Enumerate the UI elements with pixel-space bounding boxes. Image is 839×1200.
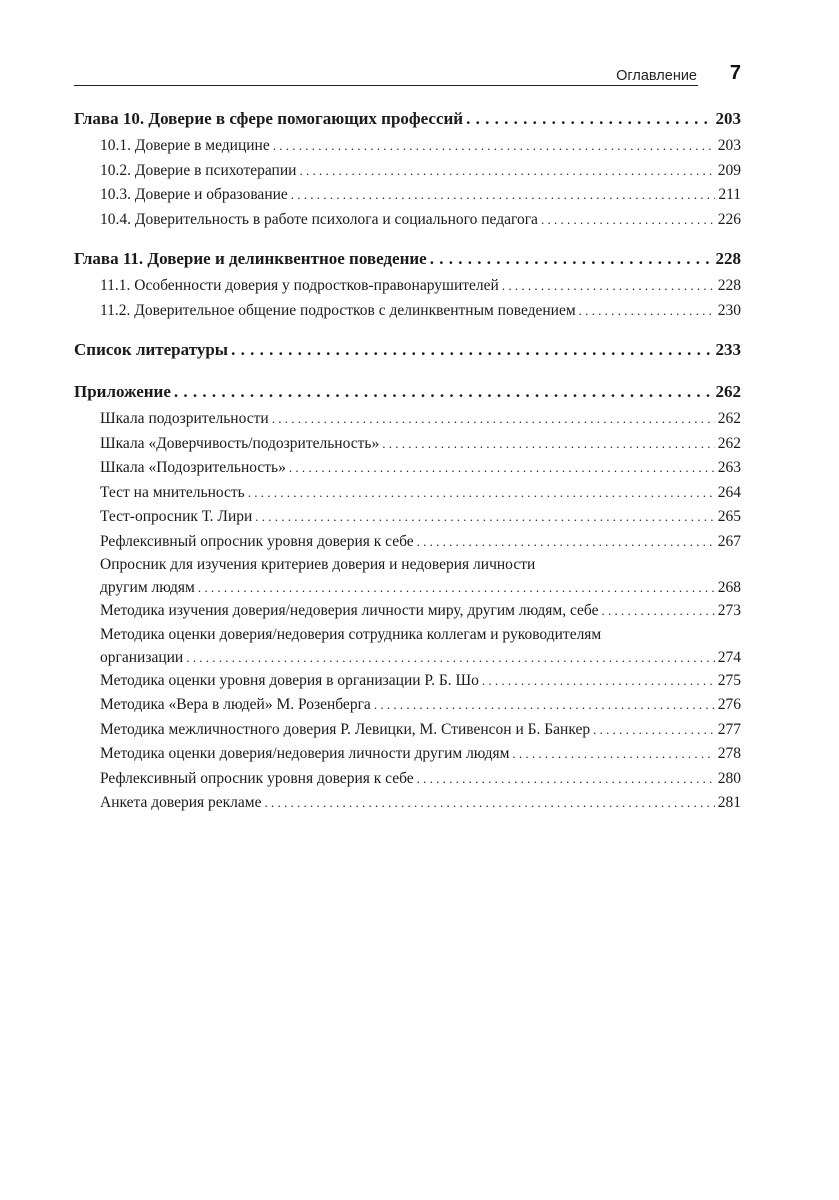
- dot-leader: [579, 299, 715, 324]
- toc-appendix-entry-5[interactable]: [74, 505, 741, 530]
- spacer: [74, 323, 741, 335]
- dot-leader: [231, 335, 712, 365]
- toc-appendix[interactable]: [74, 377, 741, 407]
- dot-leader: [198, 576, 715, 599]
- toc-page-number: 263: [717, 459, 741, 476]
- dot-leader: [417, 530, 715, 555]
- toc-appendix-entry-4[interactable]: [74, 481, 741, 506]
- toc-page-number: 228: [715, 249, 741, 268]
- toc-appendix-entry-11[interactable]: [74, 693, 741, 718]
- toc-page-number: 276: [717, 696, 741, 713]
- dot-leader: [265, 791, 715, 816]
- toc-entry-title: Методика межличностного доверия Р. Левицки, М. Стивенсон и Б. Банкер: [100, 720, 591, 738]
- toc-chapter-title: Глава 11. Доверие и делинквентное поведение: [74, 249, 427, 268]
- toc-appendix-entry-7[interactable]: [74, 554, 741, 599]
- toc-entry-title: Методика оценки доверия/недоверия личности другим людям: [100, 745, 510, 762]
- toc-entry-title-line1: Методика оценки доверия/недоверия сотрудника коллегам и руководителям: [100, 625, 602, 643]
- toc-page-number: 262: [715, 382, 741, 401]
- table-of-contents: [74, 104, 741, 816]
- toc-appendix-entry-13[interactable]: [74, 742, 741, 767]
- dot-leader: [273, 134, 715, 159]
- dot-leader: [482, 669, 715, 694]
- toc-appendix-entry-8[interactable]: [74, 599, 741, 624]
- toc-page-number: 209: [717, 161, 741, 179]
- toc-entry-title-line1: Опросник для изучения критериев доверия и недоверия личности: [100, 556, 536, 573]
- dot-leader: [299, 159, 714, 184]
- running-head: [74, 62, 741, 88]
- toc-entry-title: 10.2. Доверие в психотерапии: [100, 161, 297, 179]
- dot-leader: [430, 244, 713, 274]
- dot-leader: [186, 646, 715, 669]
- toc-appendix-entry-14[interactable]: [74, 767, 741, 792]
- toc-appendix-entry-12[interactable]: [74, 718, 741, 743]
- dot-leader: [289, 456, 715, 481]
- toc-chapter-11[interactable]: [74, 244, 741, 274]
- toc-entry-10-1[interactable]: [74, 134, 741, 159]
- dot-leader: [248, 481, 715, 506]
- toc-entry-title: Методика изучения доверия/недоверия личности миру, другим людям, себе: [100, 602, 599, 619]
- header-rule: [74, 85, 698, 86]
- toc-entry-title: Тест-опросник Т. Лири: [100, 508, 253, 525]
- spacer: [74, 232, 741, 244]
- toc-page-number: 267: [717, 532, 741, 550]
- toc-page-number: 281: [717, 794, 741, 811]
- toc-entry-11-1[interactable]: [74, 274, 741, 299]
- toc-entry-10-4[interactable]: [74, 208, 741, 233]
- dot-leader: [466, 104, 712, 134]
- toc-page-number: 203: [715, 109, 741, 128]
- dot-leader: [382, 432, 715, 457]
- toc-entry-11-2[interactable]: [74, 299, 741, 324]
- toc-page-number: 273: [717, 602, 741, 619]
- toc-page-number: 275: [717, 671, 741, 689]
- toc-entry-title: 11.1. Особенности доверия у подростков-правонарушителей: [100, 277, 499, 294]
- toc-entry-title: Шкала подозрительности: [100, 410, 269, 427]
- toc-chapter-title: Глава 10. Доверие в сфере помогающих профессий: [74, 109, 464, 128]
- dot-leader: [374, 693, 715, 718]
- toc-page-number: 274: [717, 648, 741, 666]
- toc-chapter-title: Список литературы: [74, 340, 229, 359]
- toc-entry-title: Тест на мнительность: [100, 483, 245, 501]
- toc-entry-title: Анкета доверия рекламе: [100, 794, 262, 811]
- toc-entry-title: Шкала «Доверчивость/подозрительность»: [100, 434, 380, 452]
- toc-page-number: 278: [717, 745, 741, 762]
- toc-page-number: 233: [715, 340, 741, 359]
- toc-entry-title: Рефлексивный опросник уровня доверия к себе: [100, 769, 414, 787]
- toc-entry-10-3[interactable]: [74, 183, 741, 208]
- toc-appendix-entry-2[interactable]: [74, 432, 741, 457]
- toc-page-number: 203: [717, 137, 741, 154]
- toc-entry-10-2[interactable]: [74, 159, 741, 184]
- toc-appendix-entry-1[interactable]: [74, 407, 741, 432]
- toc-entry-title: Рефлексивный опросник уровня доверия к себе: [100, 532, 414, 550]
- dot-leader: [593, 718, 715, 743]
- dot-leader: [601, 599, 714, 624]
- toc-page-number: 262: [717, 410, 741, 427]
- dot-leader: [502, 274, 715, 299]
- toc-page-number: 230: [717, 301, 741, 319]
- toc-entry-title: 11.2. Доверительное общение подростков с делинквентным поведением: [100, 301, 576, 319]
- toc-appendix-entry-3[interactable]: [74, 456, 741, 481]
- dot-leader: [417, 767, 715, 792]
- dot-leader: [255, 505, 714, 530]
- toc-page-number: 228: [717, 277, 741, 294]
- page-number: 7: [729, 62, 741, 84]
- toc-entry-title-line2: другим людям: [100, 579, 195, 596]
- dot-leader: [541, 208, 715, 233]
- toc-chapter-10[interactable]: [74, 104, 741, 134]
- dot-leader: [291, 183, 716, 208]
- toc-page-number: 226: [717, 210, 741, 228]
- toc-entry-title: 10.1. Доверие в медицине: [100, 137, 270, 154]
- toc-page-number: 280: [717, 769, 741, 787]
- toc-page-number: 264: [717, 483, 741, 501]
- toc-entry-title: Методика «Вера в людей» М. Розенберга: [100, 696, 371, 713]
- dot-leader: [272, 407, 715, 432]
- toc-entry-title-line2: организации: [100, 648, 184, 666]
- toc-appendix-entry-15[interactable]: [74, 791, 741, 816]
- toc-page-number: 277: [717, 720, 741, 738]
- toc-entry-title: Шкала «Подозрительность»: [100, 459, 286, 476]
- toc-chapter-title: Приложение: [74, 382, 171, 401]
- spacer: [74, 365, 741, 377]
- running-head-title: Оглавление: [616, 68, 697, 84]
- toc-entry-title: 10.4. Доверительность в работе психолога и социального педагога: [100, 210, 538, 228]
- toc-appendix-entry-6[interactable]: [74, 530, 741, 555]
- toc-entry-title: 10.3. Доверие и образование: [100, 186, 288, 203]
- toc-page-number: 268: [717, 579, 741, 596]
- toc-appendix-entry-9[interactable]: [74, 624, 741, 669]
- toc-appendix-entry-10[interactable]: [74, 669, 741, 694]
- toc-page-number: 211: [718, 186, 741, 203]
- toc-page-number: 265: [717, 508, 741, 525]
- dot-leader: [174, 377, 713, 407]
- toc-page-number: 262: [717, 434, 741, 452]
- dot-leader: [512, 742, 714, 767]
- toc-references[interactable]: [74, 335, 741, 365]
- toc-entry-title: Методика оценки уровня доверия в организации Р. Б. Шо: [100, 671, 479, 689]
